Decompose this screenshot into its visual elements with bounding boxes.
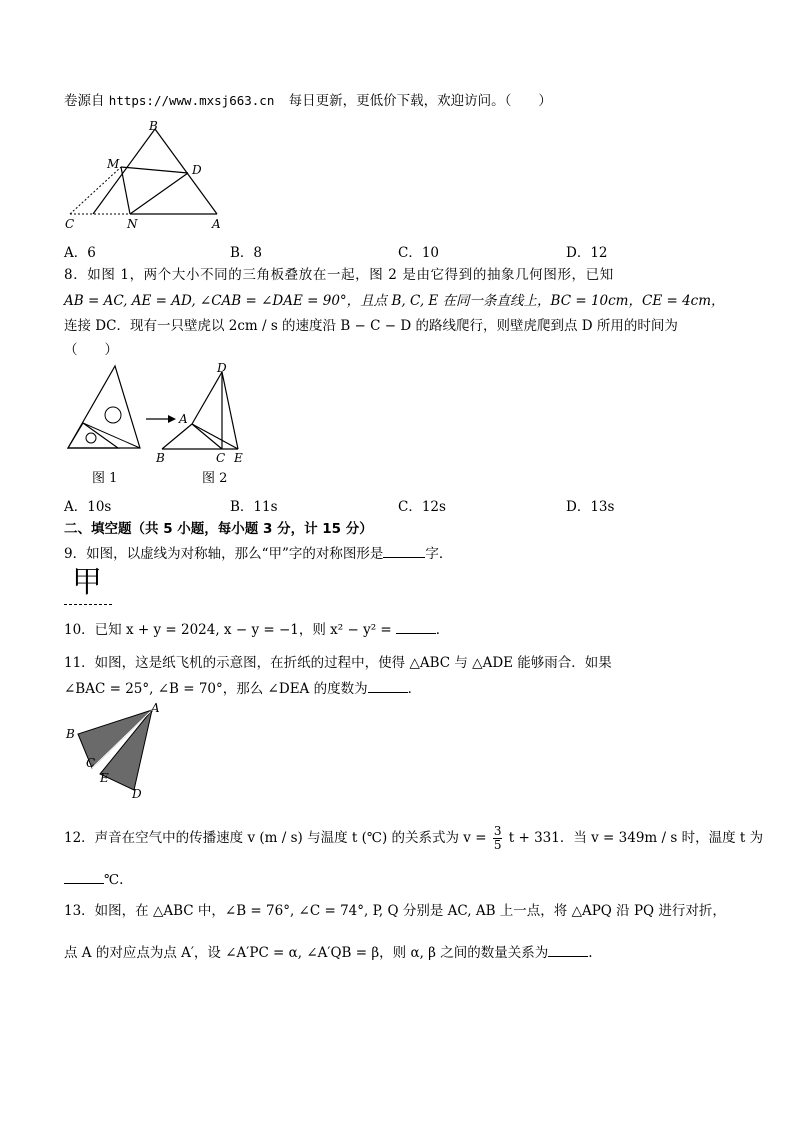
q7-label-m: M	[107, 157, 120, 171]
header-line	[64, 91, 552, 111]
q7-option-b[interactable]: B．8	[230, 245, 263, 261]
q11-label-d: D	[132, 787, 142, 801]
q12-fraction	[493, 825, 503, 852]
q8-fig1-big-triangle	[68, 366, 140, 448]
q9-figure	[64, 566, 114, 608]
q7-side-ba	[155, 129, 217, 214]
q11-line2	[64, 679, 421, 699]
q9-line	[64, 544, 452, 564]
q7-side-ab	[93, 129, 155, 214]
header-url[interactable]: https://www.mxsj663.cn	[108, 93, 275, 108]
q9-text-after: 字．	[425, 546, 453, 562]
q10-text-before: 10．已知 x + y = 2024, x − y = −1，则 x² − y² =	[64, 622, 392, 638]
q8-fig2-label-d: D	[217, 361, 227, 375]
q8-fig2-ae	[192, 424, 238, 449]
q12-text-after: t + 331．当 v = 349m / s 时，温度 t 为	[508, 830, 764, 846]
q9-answer-blank[interactable]	[383, 545, 425, 558]
q7-option-c[interactable]: C．10	[398, 245, 440, 261]
q8-fig1-caption: 图 1	[92, 471, 118, 486]
q8-line2: AB = AC, AE = AD, ∠CAB = ∠DAE = 90°，且点 B, C, E 在同一条直线上，BC = 10cm，CE = 4cm，	[64, 293, 725, 309]
q10-text-after: ．	[435, 622, 450, 638]
q8-line3: 连接 DC．现有一只壁虎以 2cm / s 的速度沿 B − C − D 的路线爬行，则壁虎爬到点 D 所用的时间为	[64, 318, 678, 334]
q8-option-c[interactable]: C．12s	[398, 499, 446, 515]
q7-label-b: B	[149, 120, 158, 133]
q8-option-a[interactable]: A．10s	[64, 499, 112, 515]
q7-line-mn	[121, 167, 130, 214]
q7-label-d: D	[192, 163, 202, 177]
section2-heading: 二、填空题（共 5 小题，每小题 3 分，计 15 分）	[64, 521, 373, 537]
q7-label-n: N	[127, 217, 138, 231]
q8-fig2-label-e: E	[234, 451, 243, 465]
q9-glyph: 甲	[72, 565, 102, 600]
q7-option-a[interactable]: A．6	[64, 245, 96, 261]
q8-line1: 8．如图 1，两个大小不同的三角板叠放在一起，图 2 是由它得到的抽象几何图形，已知	[64, 267, 614, 283]
q12-text-before: 12．声音在空气中的传播速度 v (m / s) 与温度 t (℃) 的关系式为 v =	[64, 830, 487, 846]
q12-line1	[64, 825, 763, 852]
q13-answer-blank[interactable]	[548, 944, 588, 957]
q7-label-c: C	[65, 217, 75, 231]
q7-figure	[60, 120, 230, 235]
q12-line2-after: ℃.	[104, 872, 124, 888]
q12-frac-den: 5	[493, 838, 502, 852]
q10-answer-blank[interactable]	[396, 621, 436, 634]
q7-dash-cm	[70, 167, 121, 214]
q12-frac-num: 3	[493, 824, 502, 838]
q8-option-d[interactable]: D．13s	[566, 499, 615, 515]
q12-line2	[64, 870, 123, 890]
q9-symmetry-axis	[64, 604, 112, 605]
q11-label-e: E	[100, 771, 109, 785]
q11-line1: 11．如图，这是纸飞机的示意图，在折纸的过程中，使得 △ABC 与 △ADE 能够雨合．如果	[64, 655, 612, 671]
q13-line2	[64, 943, 593, 963]
q8-line4: （ ）	[64, 342, 118, 358]
q13-line2-before: 点 A 的对应点为点 A′，设 ∠A′PC = α, ∠A′QB = β，则 α, β 之间的数量关系为	[64, 945, 549, 961]
q8-fig1-circle-big	[105, 407, 121, 423]
q13-line1: 13．如图，在 △ABC 中，∠B = 76°, ∠C = 74°, P, Q 分别是 AC, AB 上一点，将 △APQ 沿 PQ 进行对折，	[64, 903, 726, 919]
q12-answer-blank[interactable]	[64, 871, 104, 884]
q11-line2-after: ．	[407, 681, 422, 697]
q8-fig2-label-a: A	[179, 412, 188, 426]
q7-label-a: A	[212, 217, 221, 231]
q8-arrow-icon	[168, 415, 176, 423]
q8-fig1-circle-small	[86, 433, 96, 443]
q11-figure	[62, 700, 172, 804]
q8-option-b[interactable]: B．11s	[230, 499, 278, 515]
q8-fig2-label-c: C	[216, 451, 226, 465]
q8-fig2-ac	[192, 424, 222, 449]
q11-label-a: A	[151, 701, 160, 715]
q10-line	[64, 620, 449, 640]
q8-fig2-ba	[162, 424, 192, 449]
q9-text-before: 9．如图，以虚线为对称轴，那么“甲”字的对称图形是	[64, 546, 384, 562]
q8-figures	[60, 360, 260, 490]
q11-label-c: C	[86, 756, 96, 770]
header-prefix: 卷源自	[64, 93, 105, 109]
q7-line-nd	[130, 173, 188, 214]
q8-fig2-caption: 图 2	[202, 471, 228, 486]
q8-fig2-de	[222, 372, 238, 449]
q7-option-d[interactable]: D．12	[566, 245, 608, 261]
q8-fig2-ad	[192, 372, 222, 424]
q11-answer-blank[interactable]	[368, 680, 408, 693]
q8-fig2-label-b: B	[156, 451, 165, 465]
q7-line-md	[121, 167, 188, 173]
header-suffix: 每日更新，更低价下载，欢迎访问。（ ）	[288, 93, 552, 109]
q11-line2-before: ∠BAC = 25°, ∠B = 70°，那么 ∠DEA 的度数为	[64, 681, 368, 697]
q11-label-b: B	[66, 727, 75, 741]
q13-line2-after: .	[588, 945, 593, 961]
q8-fig1-inner-line	[83, 423, 140, 448]
